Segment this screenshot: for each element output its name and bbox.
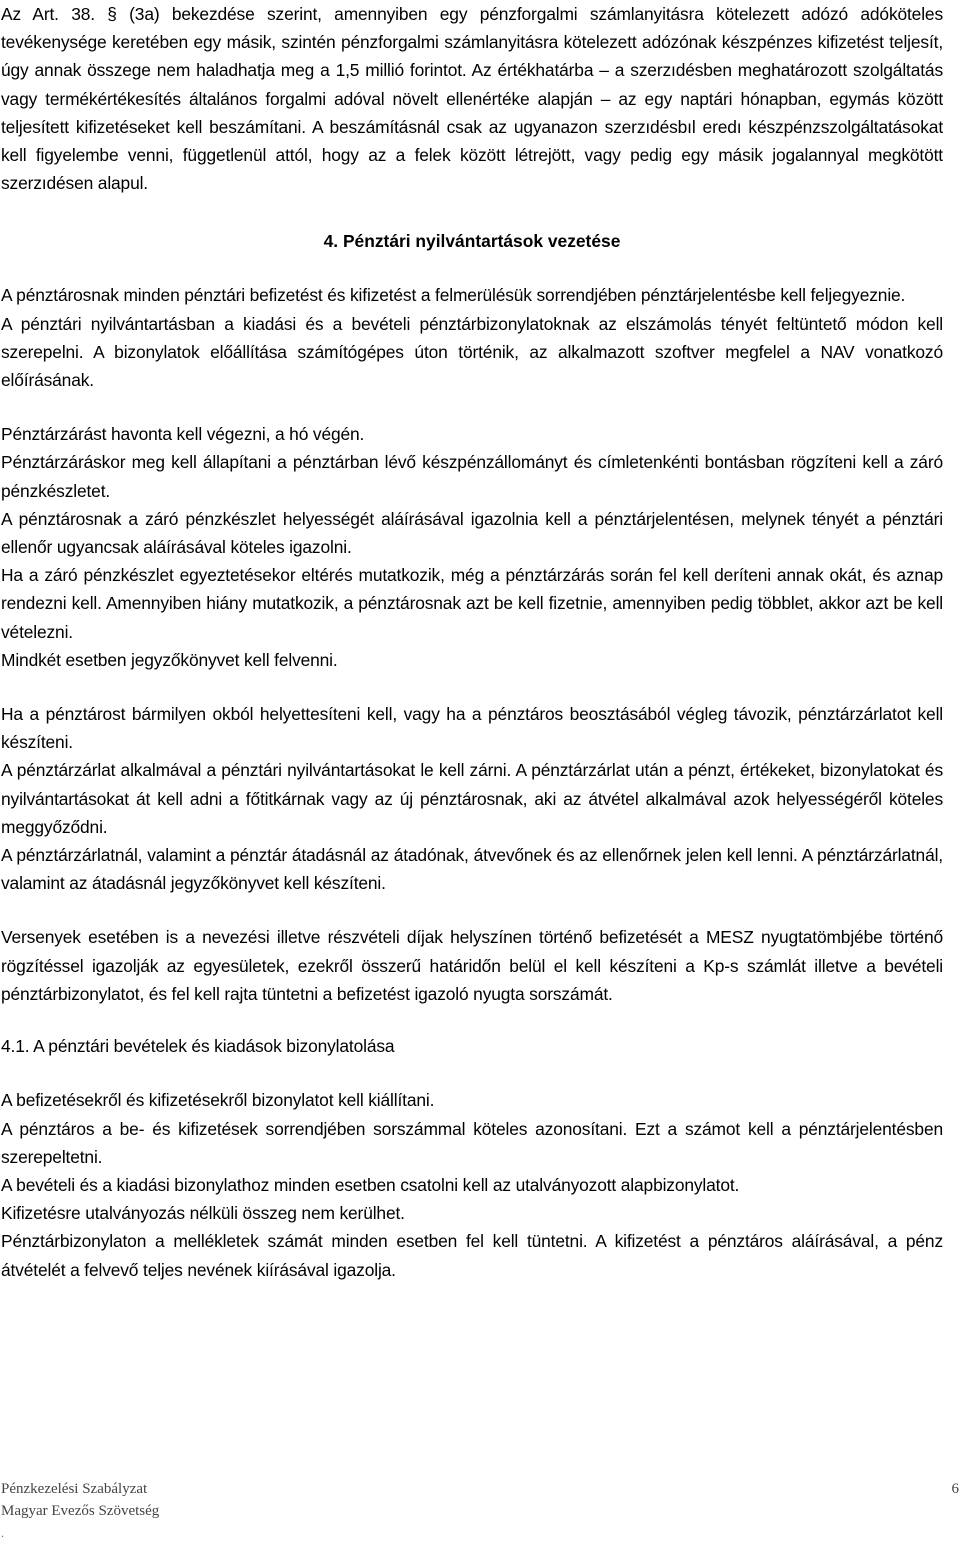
paragraph-alapbizonylat: A bevételi és a kiadási bizonylathoz minden esetben csatolni kell az utalványozott alapbizonylatot. xyxy=(1,1174,740,1195)
paragraph-bizonylat-kiallitas: A befizetésekről és kifizetésekről bizonylatot kell kiállítani. xyxy=(1,1090,435,1111)
paragraph-mellekletek: Pénztárbizonylaton a mellékletek számát minden esetben fel kell tüntetni. A kifizetést a pénztáros aláírásával, a pénz átvételét a felvevő teljes nevének kiírásával igazolja. xyxy=(1,1231,943,1280)
document-body xyxy=(1,0,943,1284)
footer-document-title: Pénzkezelési Szabályzat xyxy=(1,1481,148,1497)
paragraph-penztarzarlat: A pénztárzárlat alkalmával a pénztári nyilvántartásokat le kell zárni. A pénztárzárlat után a pénzt, értékeket, bizonylatokat és nyilvántartásokat át kell adni a főtitkárnak vagy az új pénztárosnak, aki az átvétel alkalmával azok helyességéről köteles meggyőződni. xyxy=(1,760,943,837)
paragraph-atadas: A pénztárzárlatnál, valamint a pénztár átadásnál az átadónak, átvevőnek és az ellenőrnek jelen kell lenni. A pénztárzárlatnál, valamint az átadásnál jegyzőkönyvet kell készíteni. xyxy=(1,845,943,894)
paragraph-pentaros-befizetes: A pénztárosnak minden pénztári befizetést és kifizetést a felmerülésük sorrendjében pénztárjelentésbe kell feljegyeznie. xyxy=(1,285,906,306)
footer-organization: Magyar Evezős Szövetség xyxy=(1,1503,160,1519)
paragraph-penztarzaraskor: Pénztárzáráskor meg kell állapítani a pénztárban lévő készpénzállományt és címletenkénti bontásban rögzíteni kell a záró pénzkészletet. xyxy=(1,452,943,501)
page-number: 6 xyxy=(951,1481,959,1497)
paragraph-zaro-penzkeszlet: A pénztárosnak a záró pénzkészlet helyességét aláírásával igazolnia kell a pénztárjelentésen, melynek tényét a pénztári ellenőr ugyancsak aláírásával köteles igazolni. xyxy=(1,508,943,558)
paragraph-sorszam: A pénztáros a be- és kifizetések sorrendjében sorszámmal köteles azonosítani. Ezt a számot kell a pénztárjelentésben szerepeltetni. xyxy=(1,1118,943,1167)
paragraph-versenyek: Versenyek esetében is a nevezési illetve részvételi díjak helyszínen történő befizetését a MESZ nyugtatömbjébe történő rögzítéssel igazolják az egyesületek, ezekről összerű határidőn belül el kell készíteni a Kp-s számlát illetve a bevételi pénztárbizonylatot, és fel kell rajta tüntetni a befizetést igazoló nyugta sorszámát. xyxy=(1,927,943,1004)
section-heading-4-1: 4.1. A pénztári bevételek és kiadások bizonylatolása xyxy=(1,1036,395,1057)
paragraph-elteres: Ha a záró pénzkészlet egyeztetésekor eltérés mutatkozik, még a pénztárzárás során fel kell deríteni annak okát, és aznap rendezni kell. Amennyiben hiány mutatkozik, a pénztárosnak azt be kell fizetnie, amennyiben pedig többlet, akkor azt be kell vételezni. xyxy=(1,565,943,642)
paragraph-penztarzaras-havonta: Pénztárzárást havonta kell végezni, a hó végén. xyxy=(1,424,365,445)
paragraph-helyettesites: Ha a pénztárost bármilyen okból helyettesíteni kell, vagy ha a pénztáros beosztásából végleg távozik, pénztárzárlatot kell készíteni. xyxy=(1,704,943,753)
paragraph-nyilvantartas: A pénztári nyilvántartásban a kiadási és a bevételi pénztárbizonylatoknak az elszámolás tényét feltüntető módon kell szerepelni. A bizonylatok előállítása számítógépes úton történik, az alkalmazott szoftver megfelel a NAV vonatkozó előírásának. xyxy=(1,313,943,391)
section-heading-4: 4. Pénztári nyilvántartások vezetése xyxy=(323,231,621,252)
paragraph-art38: Az Art. 38. § (3a) bekezdése szerint, amennyiben egy pénzforgalmi számlanyitásra kötelezett adózó adóköteles tevékenysége keretében egy másik, szintén pénzforgalmi számlanyitásra kötelezett adózónak készpénzes kifizetést teljesít, úgy annak összege nem haladhatja meg a 1,5 millió forintot. Az értékhatárba – a szerzıdésben meghatározott szolgáltatás vagy termékértékesítés általános forgalmi adóval növelt ellenértéke alapján – az egy naptári hónapban, egymás között teljesített kifizetéseket kell beszámítani. A beszámításnál csak az ugyanazon szerzıdésbıl eredı készpénzszolgáltatásokat kell figyelembe venni, függetlenül attól, hogy az a felek között létrejött, vagy pedig egy másik jogalannyal megkötött szerzıdésen alapul. xyxy=(1,4,943,194)
page-footer xyxy=(1,1478,959,1544)
paragraph-jegyzokonyv: Mindkét esetben jegyzőkönyvet kell felvenni. xyxy=(1,649,338,670)
paragraph-utalvanyozas: Kifizetésre utalványozás nélküli összeg nem kerülhet. xyxy=(1,1203,405,1224)
footer-dot: . xyxy=(1,1526,4,1540)
